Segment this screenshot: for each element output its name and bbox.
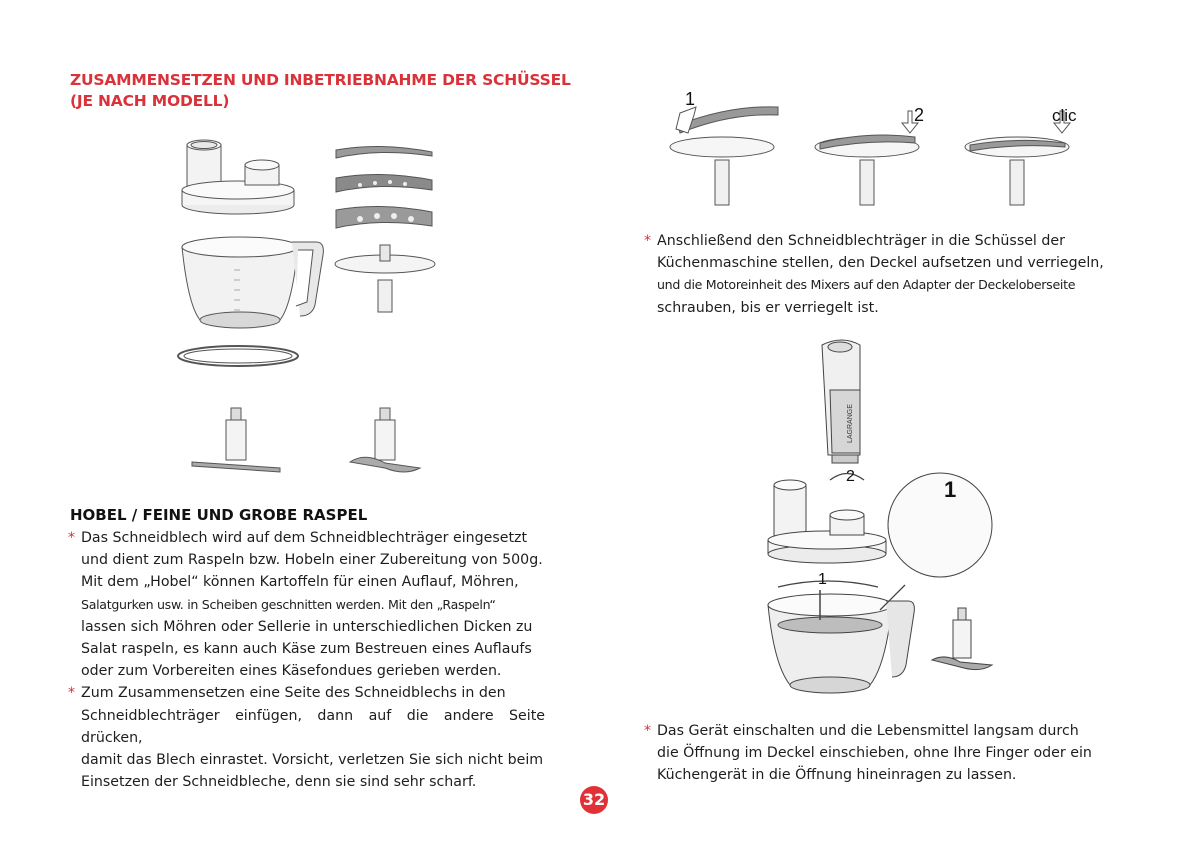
small-knife-blade <box>932 608 992 670</box>
motor-unit <box>822 340 860 463</box>
section-title-line1: ZUSAMMENSETZEN UND INBETRIEBNAHME DER SCHÜSSEL <box>70 71 571 89</box>
right-bullet-one: * Anschließend den Schneidblechträger in die Schüssel der Küchenmaschine stellen, den Deckel aufsetzen und verriegeln, und die Motoreinheit des Mixers auf den Adapter der Deckeloberseite schrauben, bis er verriegelt ist. <box>657 230 1119 319</box>
step-label-two: 2 <box>914 105 925 125</box>
assembly-label-one-big: 1 <box>944 477 957 502</box>
assembly-illustration <box>760 335 1000 700</box>
assembly-label-one: 1 <box>818 571 827 588</box>
bullet-item: * Anschließend den Schneidblechträger in die Schüssel der <box>657 230 1119 252</box>
bullet-star-icon: * <box>68 530 75 546</box>
bullet-item: * Das Gerät einschalten und die Lebensmittel langsam durch <box>657 720 1119 742</box>
knife-blade-right <box>350 408 420 472</box>
assembly-lid <box>768 480 886 563</box>
slicing-blades <box>336 146 432 228</box>
step-label-one: 1 <box>685 89 696 109</box>
blade-insert-steps-illustration <box>660 85 1090 215</box>
step-two-disc <box>815 111 919 205</box>
section-title <box>70 70 571 112</box>
zoom-detail-circle <box>888 473 992 577</box>
bullet-item: * Zum Zusammensetzen eine Seite des Schneidblechs in den <box>81 682 545 704</box>
step-one-disc <box>670 107 778 205</box>
step-label-clic: clic <box>1052 106 1077 125</box>
knife-blade-left <box>192 408 280 472</box>
right-bullet-two: * Das Gerät einschalten und die Lebensmittel langsam durch die Öffnung im Deckel einschieben, ohne Ihre Finger oder ein Küchengerät in die Öffnung hineinragen zu lassen. <box>657 720 1119 787</box>
left-bullet-list: * Das Schneidblech wird auf dem Schneidblechträger eingesetzt und dient zum Raspeln bzw. Hobeln einer Zubereitung von 500g. Mit dem „Hobel“ können Kartoffeln für einen Auflauf, Möhren, Salatgurken usw. in Scheiben geschnitten werden. Mit den „Raspeln“ lassen sich Möhren oder Sellerie in unterschiedlichen Dicken zu Salat raspeln, es kann auch Käse zum Bestreuen eines Auflaufs oder zum Vorbereiten eines Käsefondues gerieben werden. * Zum Zusammensetzen eine Seite des Schneidblechs in den Schneidblechträger einfügen, dann auf die andere Seite drücken, damit das Blech einrastet. Vorsicht, verletzen Sie sich nicht beim Einsetzen der Schneidbleche, denn sie sind sehr scharf. <box>81 527 545 793</box>
bowl-parts-illustration <box>170 130 460 490</box>
section-title-line2: (JE NACH MODELL) <box>70 92 230 110</box>
subtitle-hobel-raspel: HOBEL / FEINE UND GROBE RASPEL <box>70 506 368 524</box>
page-number-badge: 32 <box>580 786 608 814</box>
assembly-bowl <box>768 590 914 693</box>
lid-part <box>182 140 294 214</box>
bullet-item: * Das Schneidblech wird auf dem Schneidblechträger eingesetzt <box>81 527 545 549</box>
blade-holder-disc <box>335 245 435 312</box>
bowl-part <box>182 237 323 328</box>
brand-label: LAGRANGE <box>847 404 854 443</box>
bullet-star-icon: * <box>644 233 651 249</box>
bullet-star-icon: * <box>644 723 651 739</box>
assembly-label-two: 2 <box>846 468 855 485</box>
step-clic-disc <box>965 111 1070 205</box>
rotate-arrow-icon <box>778 581 878 587</box>
bullet-star-icon: * <box>68 685 75 702</box>
